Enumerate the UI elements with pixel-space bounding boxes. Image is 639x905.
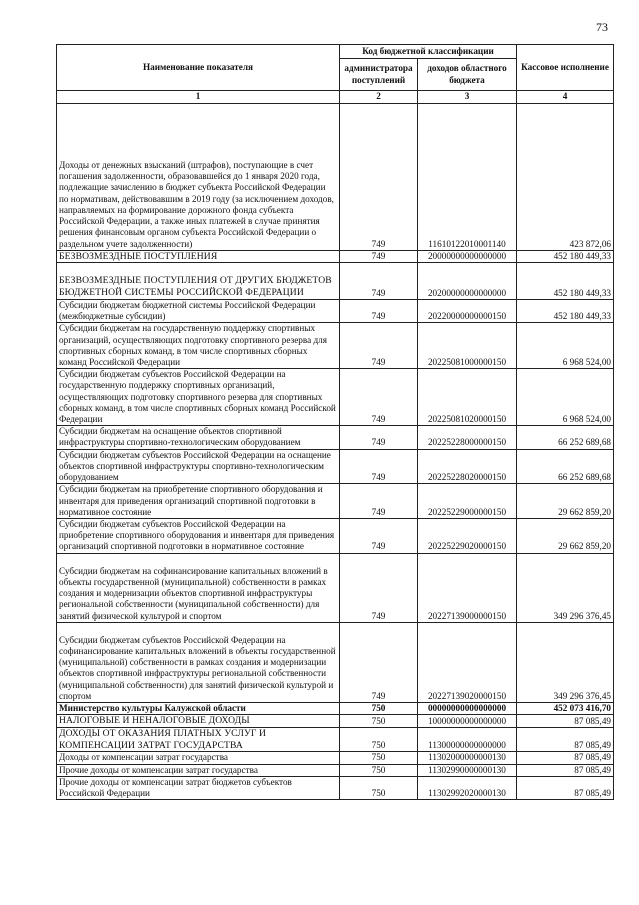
col-number-4: 4 xyxy=(517,91,614,104)
row-cash-sum: 452 073 416,70 xyxy=(517,703,614,715)
row-admin-code: 749 xyxy=(340,250,418,263)
row-admin-code: 749 xyxy=(340,426,418,449)
row-cash-sum: 452 180 449,33 xyxy=(517,263,614,299)
row-cash-sum: 349 296 376,45 xyxy=(517,622,614,702)
row-cash-sum: 87 085,49 xyxy=(517,728,614,752)
row-name: НАЛОГОВЫЕ И НЕНАЛОГОВЫЕ ДОХОДЫ xyxy=(57,715,340,728)
row-name: БЕЗВОЗМЕЗДНЫЕ ПОСТУПЛЕНИЯ ОТ ДРУГИХ БЮДЖЕТОВ БЮДЖЕТНОЙ СИСТЕМЫ РОССИЙСКОЙ ФЕДЕРАЦИИ xyxy=(57,263,340,299)
table-row xyxy=(57,703,614,715)
table-row xyxy=(57,426,614,449)
header-budget-classification: Код бюджетной классификации xyxy=(340,45,517,59)
row-name: Доходы от денежных взысканий (штрафов), поступающие в счет погашения задолженности, образовавшейся до 1 января 2020 года, подлежащие зачислению в бюджет субъекта Российской Федерации по нормативам, действовавшим в 2019 году (за исключением доходов, направляемых на формирование дорожного фонда субъекта Российской Федерации, а также иных платежей в случае принятия решения финансовым органом субъекта Российской Федерации о раздельном учете задолженности) xyxy=(57,104,340,251)
report-body xyxy=(57,104,614,800)
row-income-code: 10000000000000000 xyxy=(418,715,517,728)
row-name: Субсидии бюджетам на оснащение объектов спортивной инфраструктуры спортивно-технологическим оборудованием xyxy=(57,426,340,449)
table-row xyxy=(57,622,614,702)
row-income-code: 11302000000000130 xyxy=(418,752,517,764)
row-name: Министерство культуры Калужской области xyxy=(57,703,340,715)
row-admin-code: 749 xyxy=(340,369,418,426)
budget-report-table xyxy=(56,44,614,800)
col-number-1: 1 xyxy=(57,91,340,104)
row-cash-sum: 452 180 449,33 xyxy=(517,299,614,322)
row-admin-code: 750 xyxy=(340,703,418,715)
header-income: доходов областного бюджета xyxy=(418,59,517,91)
row-income-code: 11300000000000000 xyxy=(418,728,517,752)
row-admin-code: 750 xyxy=(340,728,418,752)
row-income-code: 11302990000000130 xyxy=(418,764,517,776)
row-cash-sum: 349 296 376,45 xyxy=(517,553,614,622)
table-row xyxy=(57,728,614,752)
row-cash-sum: 66 252 689,68 xyxy=(517,449,614,484)
table-row xyxy=(57,250,614,263)
col-number-2: 2 xyxy=(340,91,418,104)
row-income-code: 20000000000000000 xyxy=(418,250,517,263)
row-admin-code: 750 xyxy=(340,764,418,776)
row-income-code: 20200000000000000 xyxy=(418,263,517,299)
row-cash-sum: 423 872,06 xyxy=(517,104,614,251)
row-income-code: 20227139020000150 xyxy=(418,622,517,702)
row-cash-sum: 87 085,49 xyxy=(517,764,614,776)
row-income-code: 20225229000000150 xyxy=(418,484,517,519)
row-cash-sum: 87 085,49 xyxy=(517,715,614,728)
row-admin-code: 749 xyxy=(340,484,418,519)
row-name: ДОХОДЫ ОТ ОКАЗАНИЯ ПЛАТНЫХ УСЛУГ И КОМПЕНСАЦИИ ЗАТРАТ ГОСУДАРСТВА xyxy=(57,728,340,752)
row-admin-code: 749 xyxy=(340,323,418,369)
row-admin-code: 749 xyxy=(340,449,418,484)
row-cash-sum: 6 968 524,00 xyxy=(517,369,614,426)
row-income-code: 20225081000000150 xyxy=(418,323,517,369)
table-row xyxy=(57,715,614,728)
row-admin-code: 750 xyxy=(340,752,418,764)
row-income-code: 00000000000000000 xyxy=(418,703,517,715)
row-admin-code: 749 xyxy=(340,263,418,299)
row-cash-sum: 87 085,49 xyxy=(517,752,614,764)
row-name: Субсидии бюджетам на государственную поддержку спортивных организаций, осуществляющих подготовку спортивного резерва для спортивных сборных команд, в том числе спортивных сборных команд Российской Федерации xyxy=(57,323,340,369)
table-row xyxy=(57,764,614,776)
row-cash-sum: 452 180 449,33 xyxy=(517,250,614,263)
row-income-code: 20220000000000150 xyxy=(418,299,517,322)
row-admin-code: 749 xyxy=(340,299,418,322)
table-row xyxy=(57,519,614,554)
table-row xyxy=(57,323,614,369)
row-cash-sum: 87 085,49 xyxy=(517,776,614,799)
page-number: 73 xyxy=(596,20,608,34)
row-name: Субсидии бюджетам субъектов Российской Федерации на государственную поддержку спортивных организаций, осуществляющих подготовку спортивного резерва для спортивных сборных команд, в том числе спортивных сборных команд Российской Федерации xyxy=(57,369,340,426)
row-name: Субсидии бюджетам субъектов Российской Федерации на оснащение объектов спортивной инфраструктуры спортивно-технологическим оборудованием xyxy=(57,449,340,484)
col-number-3: 3 xyxy=(418,91,517,104)
table-row xyxy=(57,104,614,251)
row-admin-code: 749 xyxy=(340,622,418,702)
row-income-code: 20227139000000150 xyxy=(418,553,517,622)
row-admin-code: 749 xyxy=(340,104,418,251)
row-admin-code: 750 xyxy=(340,776,418,799)
table-row xyxy=(57,553,614,622)
table-row xyxy=(57,776,614,799)
row-name: Субсидии бюджетам субъектов Российской Федерации на софинансирование капитальных вложений в объекты государственной (муниципальной) собственности в рамках создания и модернизации объектов спортивной инфраструктуры региональной собственности (муниципальной собственности) для занятий физической культурой и спортом xyxy=(57,622,340,702)
header-name: Наименование показателя xyxy=(57,45,340,91)
table-row xyxy=(57,752,614,764)
row-income-code: 11610122010001140 xyxy=(418,104,517,251)
row-cash-sum: 6 968 524,00 xyxy=(517,323,614,369)
row-name: Прочие доходы от компенсации затрат государства xyxy=(57,764,340,776)
row-name: Субсидии бюджетам на софинансирование капитальных вложений в объекты государственной (муниципальной) собственности в рамках создания и модернизации объектов спортивной инфраструктуры региональной собственности (муниципальной собственности) для занятий физической культурой и спортом xyxy=(57,553,340,622)
table-row xyxy=(57,299,614,322)
row-cash-sum: 66 252 689,68 xyxy=(517,426,614,449)
row-admin-code: 749 xyxy=(340,553,418,622)
row-name: Доходы от компенсации затрат государства xyxy=(57,752,340,764)
table-row xyxy=(57,449,614,484)
row-income-code: 11302992020000130 xyxy=(418,776,517,799)
row-cash-sum: 29 662 859,20 xyxy=(517,519,614,554)
row-name: БЕЗВОЗМЕЗДНЫЕ ПОСТУПЛЕНИЯ xyxy=(57,250,340,263)
table-row xyxy=(57,369,614,426)
row-name: Субсидии бюджетам на приобретение спортивного оборудования и инвентаря для приведения организаций спортивной подготовки в нормативное состояние xyxy=(57,484,340,519)
row-income-code: 20225228020000150 xyxy=(418,449,517,484)
header-admin: администратора поступлений xyxy=(340,59,418,91)
row-income-code: 20225228000000150 xyxy=(418,426,517,449)
row-name: Прочие доходы от компенсации затрат бюджетов субъектов Российской Федерации xyxy=(57,776,340,799)
row-admin-code: 750 xyxy=(340,715,418,728)
row-income-code: 20225081020000150 xyxy=(418,369,517,426)
table-row xyxy=(57,484,614,519)
row-income-code: 20225229020000150 xyxy=(418,519,517,554)
row-name: Субсидии бюджетам субъектов Российской Федерации на приобретение спортивного оборудования и инвентаря для приведения организаций спортивной подготовки в нормативное состояние xyxy=(57,519,340,554)
row-cash-sum: 29 662 859,20 xyxy=(517,484,614,519)
header-cash-execution: Кассовое исполнение xyxy=(517,45,614,91)
row-admin-code: 749 xyxy=(340,519,418,554)
table-row xyxy=(57,263,614,299)
row-name: Субсидии бюджетам бюджетной системы Российской Федерации (межбюджетные субсидии) xyxy=(57,299,340,322)
